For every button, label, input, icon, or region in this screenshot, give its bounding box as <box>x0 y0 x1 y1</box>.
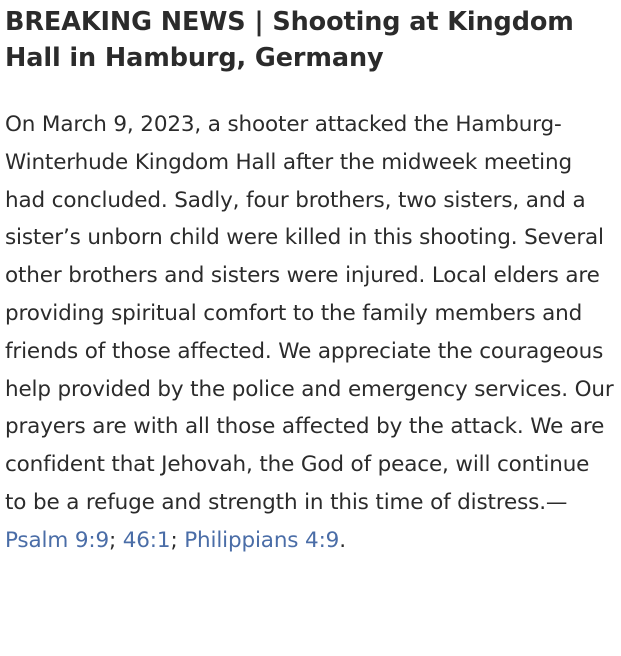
reference-separator: ; <box>170 527 185 553</box>
scripture-link-philippians-4-9[interactable]: Philippians 4:9 <box>184 527 340 553</box>
scripture-link-psalm-9-9[interactable]: Psalm 9:9 <box>5 527 109 553</box>
article-body-text: On March 9, 2023, a shooter attacked the Hamburg-Winterhude Kingdom Hall after the midweek meeting had concluded. Sadly, four brothers, two sisters, and a sister’s unborn child were killed in this shooting. Several other brothers and sisters were injured. Local elders are providing spiritual comfort to the family members and friends of those affected. We appreciate the courageous help provided by the police and emergency services. Our prayers are with all those affected by the attack. We are confident that Jehovah, the God of peace, will continue to be a refuge and strength in this time of distress.— <box>5 112 614 515</box>
reference-end: . <box>339 527 346 553</box>
scripture-link-46-1[interactable]: 46:1 <box>122 527 171 553</box>
reference-separator: ; <box>108 527 123 553</box>
article-body <box>5 106 617 560</box>
article-headline: BREAKING NEWS | Shooting at Kingdom Hall in Hamburg, Germany <box>5 7 574 73</box>
